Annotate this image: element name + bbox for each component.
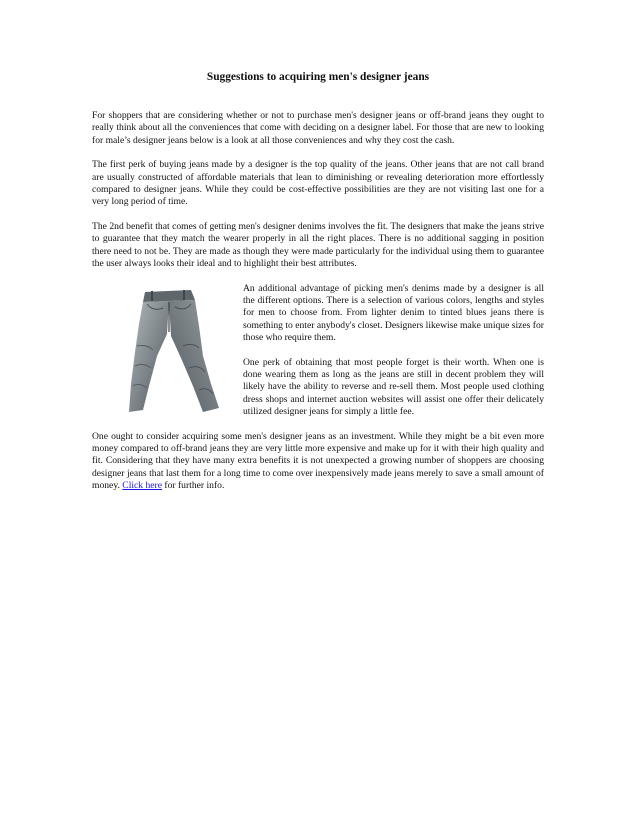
document-page [92, 70, 544, 505]
image-text-section [92, 283, 544, 431]
paragraph-intro: For shoppers that are considering whether or not to purchase men's designer jeans or off-brand jeans they ought to really think about all the conveniences that come with deciding on a designer label. For those that are new to looking for male’s designer jeans below is a look at all those conveniences and why they cost the cash. [92, 110, 544, 146]
jeans-photo-icon [107, 286, 229, 418]
paragraph-worth: One perk of obtaining that most people forget is their worth. When one is done wearing them as long as the jeans are still in decent problem they will likely have the ability to reverse and re-sell them. Most people used clothing dress shops and internet auction websites will assist one offer their delicately utilized designer jeans for simply a little fee. [243, 356, 544, 417]
paragraph-fit: The 2nd benefit that comes of getting men's designer denims involves the fit. The designers that make the jeans strive to guarantee that they match the wearer properly in all the right places. There is no additional sagging in position there need to not be. They are made as though they were made particularly for the individual using them to guarantee the user always looks their ideal and to highlight their best attributes. [92, 221, 544, 269]
document-title: Suggestions to acquiring men's designer jeans [206, 71, 430, 83]
conclusion-text: One ought to consider acquiring some men's designer jeans as an investment. While they might be a bit even more money compared to off-brand jeans they are very little more expensive and make up for it with their high quality and fit. Considering that they have many extra benefits it is not unexpected a growing number of shoppers are choosing designer jeans that last them for a long time to come over inexpensively made jeans merely to save a small amount of money. [92, 430, 544, 491]
click-here-link[interactable]: Click here [122, 479, 162, 491]
paragraph-options: An additional advantage of picking men's denims made by a designer is all the different options. There is a selection of various colors, lengths and styles for men to choose from. From lighter denim to tinted blues jeans there is something to enter anybody's closet. Designers likewise make unique sizes for those who require them. [243, 282, 544, 343]
paragraph-quality: The first perk of buying jeans made by a designer is the top quality of the jeans. Other jeans that are not call brand are usually constructed of affordable materials that lean to diminishing or revealing deterioration more effortlessly compared to designer jeans. While they could be cost-effective possibilities are they are not visiting last one for a very long period of time. [92, 159, 544, 208]
conclusion-after-link: for further info. [164, 479, 225, 491]
paragraph-conclusion [92, 431, 544, 492]
